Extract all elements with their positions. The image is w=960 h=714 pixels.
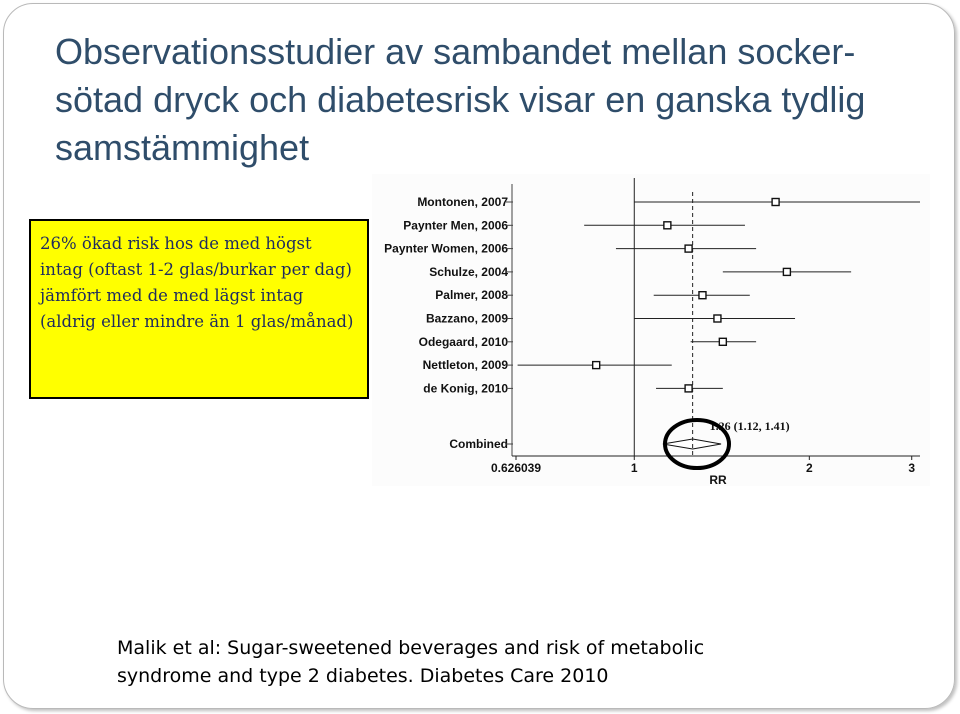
citation-line-2: syndrome and type 2 diabetes. Diabetes Care 2010: [117, 665, 609, 687]
study-row-1: [417, 195, 920, 209]
point-estimate-marker: [593, 362, 600, 369]
study-label: Paynter Women, 2006: [384, 241, 508, 256]
study-row-3: [384, 242, 756, 256]
point-estimate-marker: [772, 199, 779, 206]
combined-label: Combined: [449, 437, 508, 451]
combined-row: [449, 419, 789, 451]
point-estimate-marker: [719, 338, 726, 345]
study-row-6: [426, 312, 795, 326]
x-tick-label: 3: [908, 461, 916, 475]
combined-estimate-label: 1.26 (1.12, 1.41): [709, 419, 790, 433]
study-rows: [384, 195, 920, 451]
study-row-5: [435, 288, 750, 302]
study-row-4: [429, 265, 851, 279]
forest-plot: [372, 174, 930, 486]
point-estimate-marker: [664, 222, 671, 229]
study-label: Montonen, 2007: [417, 195, 508, 209]
point-estimate-marker: [685, 385, 692, 392]
study-label: Palmer, 2008: [435, 288, 508, 303]
study-label: de Konig, 2010: [423, 381, 508, 396]
citation-line-1: Malik et al: Sugar-sweetened beverages and risk of metabolic: [117, 637, 705, 659]
study-label: Paynter Men, 2006: [403, 218, 508, 233]
x-axis: [491, 178, 920, 486]
citation: [117, 634, 817, 690]
forest-plot-svg: [372, 174, 930, 486]
combined-diamond: [663, 439, 721, 449]
study-label: Odegaard, 2010: [418, 334, 508, 349]
slide-title: Observationsstudier av sambandet mellan socker-sötad dryck och diabetesrisk visar en ganska tydlig samstämmighet: [55, 31, 866, 168]
point-estimate-marker: [783, 268, 790, 275]
x-tick-label: 2: [805, 461, 813, 475]
study-label: Nettleton, 2009: [422, 358, 508, 373]
point-estimate-marker: [699, 292, 706, 299]
x-axis-title: RR: [709, 473, 727, 486]
risk-callout: 26% ökad risk hos de med högst intag (oftast 1-2 glas/burkar per dag) jämfört med de med lägst intag (aldrig eller mindre än 1 glas/månad): [29, 219, 369, 399]
point-estimate-marker: [714, 315, 721, 322]
study-label: Schulze, 2004: [429, 264, 508, 279]
x-tick-label: 0.626039: [490, 461, 542, 475]
study-label: Bazzano, 2009: [425, 311, 508, 326]
study-row-9: [423, 381, 723, 395]
point-estimate-marker: [685, 245, 692, 252]
study-row-2: [403, 218, 745, 232]
x-tick-label: 1: [630, 461, 638, 475]
study-row-7: [419, 335, 756, 349]
